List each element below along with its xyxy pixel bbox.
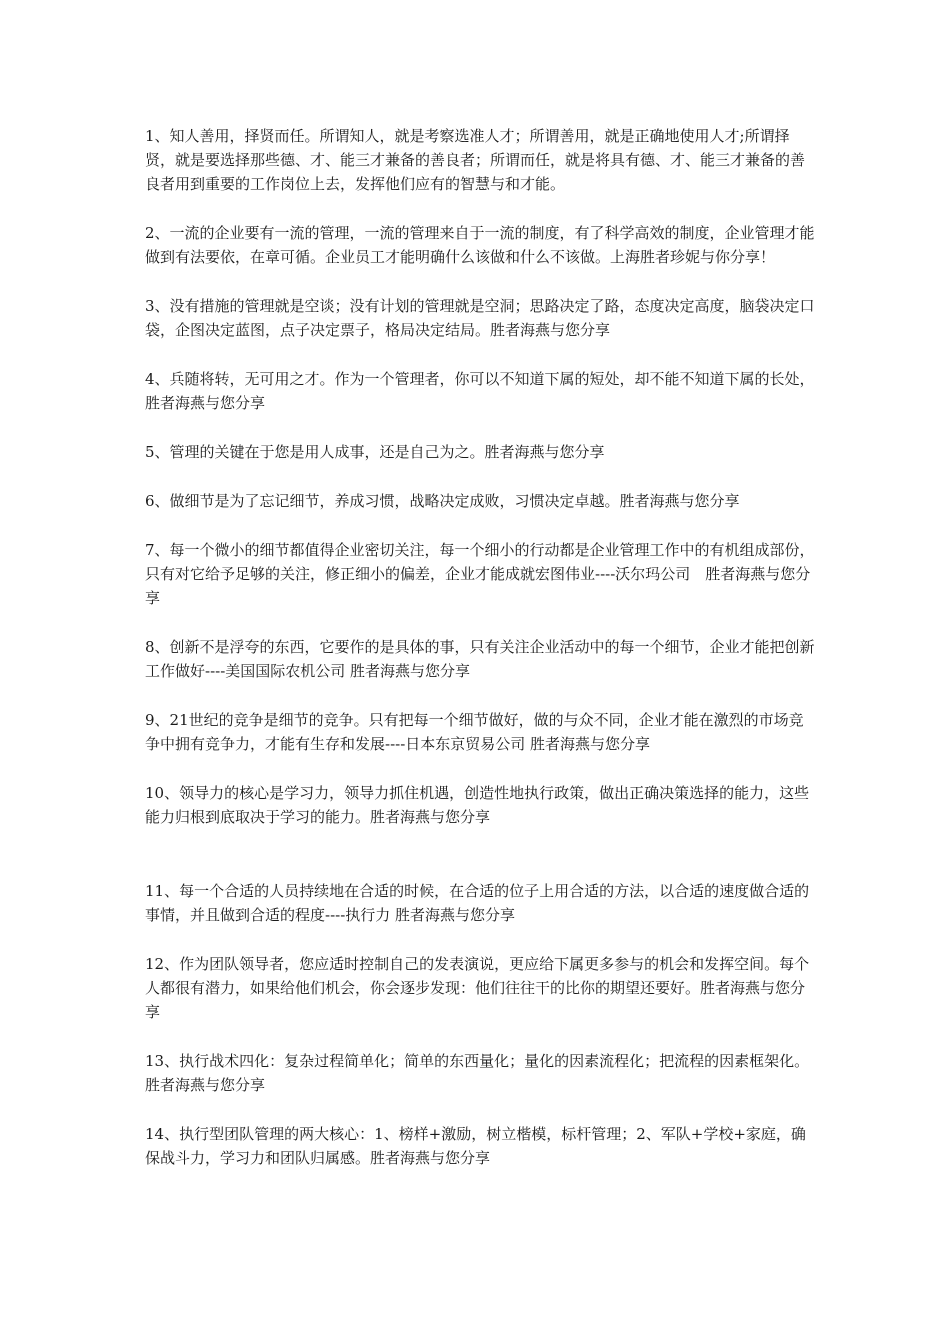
paragraph-spacer — [145, 269, 817, 294]
paragraph-5: 5、管理的关键在于您是用人成事，还是自己为之。胜者海燕与您分享 — [145, 443, 605, 461]
paragraph-14: 14、执行型团队管理的两大核心：1、榜样+激励，树立楷模，标杆管理；2、军队+学校+家庭，确保战斗力，学习力和团队归属感。胜者海燕与您分享 — [145, 1125, 806, 1167]
paragraph-spacer — [145, 342, 817, 367]
paragraph-spacer — [145, 464, 817, 489]
paragraph-12: 12、作为团队领导者，您应适时控制自己的发表演说，更应给下属更多参与的机会和发挥空间。每个人都很有潜力，如果给他们机会，你会逐步发现：他们往往干的比你的期望还要好。胜者海燕与您分享 — [145, 955, 810, 1021]
paragraph-4: 4、兵随将转，无可用之才。作为一个管理者，你可以不知道下属的短处，却不能不知道下属的长处，胜者海燕与您分享 — [145, 370, 815, 412]
paragraph-spacer — [145, 196, 817, 221]
paragraph-spacer — [145, 683, 817, 708]
paragraph-3: 3、没有措施的管理就是空谈；没有计划的管理就是空洞；思路决定了路，态度决定高度，脑袋决定口袋，企图决定蓝图，点子决定票子，格局决定结局。胜者海燕与您分享 — [145, 297, 815, 339]
paragraph-7: 7、每一个微小的细节都值得企业密切关注，每一个细小的行动都是企业管理工作中的有机组成部份，只有对它给予足够的关注，修正细小的偏差，企业才能成就宏图伟业----沃尔玛公司 胜者海燕与您分享 — [145, 541, 815, 607]
paragraph-10: 10、领导力的核心是学习力，领导力抓住机遇，创造性地执行政策，做出正确决策选择的能力，这些能力归根到底取决于学习的能力。胜者海燕与您分享 — [145, 784, 810, 826]
paragraph-2: 2、一流的企业要有一流的管理，一流的管理来自于一流的制度，有了科学高效的制度，企业管理才能做到有法要依，在章可循。企业员工才能明确什么该做和什么不该做。上海胜者珍妮与你分享！ — [145, 224, 815, 266]
paragraph-spacer — [145, 610, 817, 635]
paragraph-6: 6、做细节是为了忘记细节，养成习惯，战略决定成败，习惯决定卓越。胜者海燕与您分享 — [145, 492, 740, 510]
paragraph-11: 11、每一个合适的人员持续地在合适的时候，在合适的位子上用合适的方法，以合适的速度做合适的事情，并且做到合适的程度----执行力 胜者海燕与您分享 — [145, 882, 810, 924]
paragraph-spacer — [145, 756, 817, 781]
paragraph-spacer — [145, 513, 817, 538]
paragraph-spacer — [145, 1024, 817, 1049]
paragraph-8: 8、创新不是浮夸的东西，它要作的是具体的事，只有关注企业活动中的每一个细节，企业才能把创新工作做好----美国国际农机公司 胜者海燕与您分享 — [145, 638, 815, 680]
paragraph-spacer — [145, 1097, 817, 1122]
paragraph-9: 9、21世纪的竞争是细节的竞争。只有把每一个细节做好，做的与众不同，企业才能在激烈的市场竞争中拥有竞争力，才能有生存和发展----日本东京贸易公司 胜者海燕与您分享 — [145, 711, 804, 753]
paragraph-spacer — [145, 927, 817, 952]
paragraph-spacer — [145, 415, 817, 440]
paragraph-13: 13、执行战术四化：复杂过程简单化；简单的东西量化；量化的因素流程化；把流程的因素框架化。胜者海燕与您分享 — [145, 1052, 810, 1094]
paragraph-spacer — [145, 829, 817, 879]
paragraph-1: 1、知人善用，择贤而任。所谓知人，就是考察选准人才；所谓善用，就是正确地使用人才;所谓择贤，就是要选择那些德、才、能三才兼备的善良者；所谓而任，就是将具有德、才、能三才兼备的善良者用到重要的工作岗位上去，发挥他们应有的智慧与和才能。 — [145, 127, 806, 193]
document-body — [145, 124, 817, 1170]
